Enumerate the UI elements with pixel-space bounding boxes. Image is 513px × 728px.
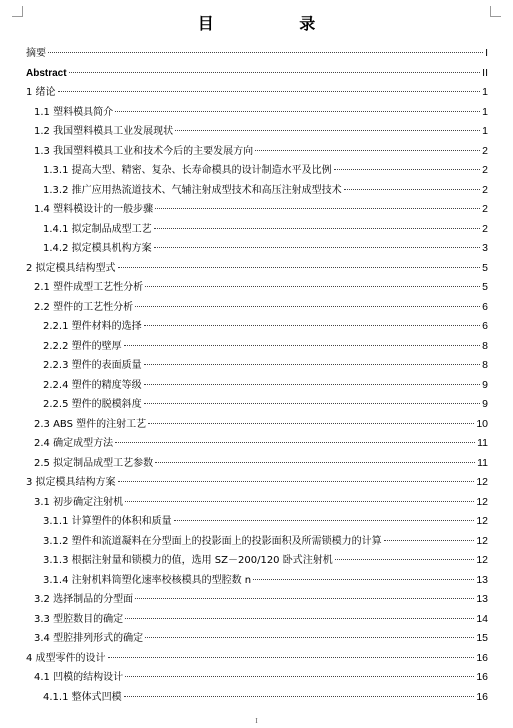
toc-entry-label: 1.3.1 提高大型、精密、复杂、长寿命模具的设计制造水平及比例: [43, 165, 332, 176]
toc-entry-page-number: 2: [482, 183, 488, 196]
toc-entry-label: 3.1 初步确定注射机: [34, 496, 124, 508]
toc-leader-dots: [48, 52, 483, 53]
table-of-contents: [26, 44, 488, 707]
toc-leader-dots: [125, 618, 474, 619]
toc-entry[interactable]: [26, 590, 488, 610]
toc-entry-page-number: 2: [482, 222, 488, 235]
toc-entry-page-number: 10: [476, 417, 488, 430]
toc-entry[interactable]: [26, 200, 488, 220]
toc-leader-dots: [145, 637, 474, 638]
toc-entry-page-number: 2: [482, 164, 488, 176]
toc-leader-dots: [154, 247, 481, 248]
toc-leader-dots: [148, 423, 474, 424]
toc-leader-dots: [144, 384, 481, 385]
toc-entry[interactable]: [26, 649, 488, 669]
toc-entry-label: Abstract: [26, 67, 67, 79]
toc-entry-label: 2.2.1 塑件材料的选择: [43, 321, 142, 332]
toc-leader-dots: [118, 267, 481, 268]
toc-leader-dots: [115, 442, 475, 443]
toc-entry[interactable]: [26, 668, 488, 688]
toc-entry-label: 3.1.3 根据注射量和锁模力的值，选用 SZ－200/120 卧式注射机: [43, 555, 333, 566]
toc-entry[interactable]: [26, 83, 488, 103]
toc-entry[interactable]: [26, 103, 488, 123]
toc-leader-dots: [335, 559, 475, 560]
toc-entry[interactable]: [26, 434, 488, 454]
toc-entry[interactable]: [26, 629, 488, 649]
toc-entry-page-number: 8: [482, 359, 488, 371]
toc-entry-label: 4.1.1 整体式凹模: [43, 691, 122, 703]
toc-entry[interactable]: [26, 610, 488, 630]
toc-entry-label: 1.4 塑料模设计的一般步骤: [34, 204, 154, 215]
toc-leader-dots: [69, 72, 481, 73]
toc-entry[interactable]: [26, 415, 488, 435]
toc-entry[interactable]: [26, 356, 488, 376]
toc-entry-page-number: 12: [476, 554, 488, 566]
toc-entry-label: 1.3.2 推广应用热流道技术、气辅注射成型技术和高压注射成型技术: [43, 184, 342, 196]
toc-entry[interactable]: [26, 220, 488, 240]
toc-entry-page-number: 14: [476, 612, 488, 625]
toc-entry-label: 2.5 拟定制品成型工艺参数: [34, 457, 154, 469]
toc-entry[interactable]: [26, 551, 488, 571]
toc-entry-page-number: 13: [476, 593, 488, 605]
toc-entry-page-number: 16: [476, 671, 488, 683]
toc-leader-dots: [334, 169, 481, 170]
toc-entry[interactable]: [26, 337, 488, 357]
toc-entry-label: 2.2.3 塑件的表面质量: [43, 360, 142, 371]
toc-entry-label: 2.4 确定成型方法: [34, 438, 114, 449]
toc-leader-dots: [135, 306, 480, 307]
toc-entry-page-number: 9: [482, 398, 488, 410]
toc-entry-page-number: 8: [482, 339, 488, 352]
toc-entry-label: 1 绪论: [26, 87, 56, 98]
toc-entry-page-number: 2: [482, 203, 488, 215]
toc-entry-page-number: 6: [482, 320, 488, 332]
toc-entry[interactable]: [26, 493, 488, 513]
toc-entry-page-number: 12: [476, 515, 488, 527]
toc-entry-label: 1.4.1 拟定制品成型工艺: [43, 223, 152, 235]
toc-entry-label: 摘要: [26, 48, 46, 59]
toc-entry-label: 2.2.4 塑件的精度等级: [43, 379, 142, 391]
toc-leader-dots: [155, 208, 480, 209]
toc-entry-page-number: 12: [476, 476, 488, 488]
toc-entry-page-number: 9: [482, 378, 488, 391]
toc-leader-dots: [155, 462, 475, 463]
toc-leader-dots: [135, 598, 474, 599]
toc-leader-dots: [118, 481, 475, 482]
toc-entry-label: 4 成型零件的设计: [26, 652, 106, 664]
toc-leader-dots: [115, 111, 480, 112]
toc-entry-label: 1.4.2 拟定模具机构方案: [43, 243, 152, 254]
toc-entry[interactable]: [26, 298, 488, 318]
page-number-footer: I: [255, 717, 258, 725]
toc-entry-label: 2.2.5 塑件的脱模斜度: [43, 399, 142, 410]
toc-entry-label: 3.2 选择制品的分型面: [34, 594, 134, 605]
toc-leader-dots: [125, 501, 474, 502]
toc-entry-page-number: 12: [476, 534, 488, 547]
toc-entry-page-number: 3: [482, 242, 488, 254]
toc-leader-dots: [144, 364, 481, 365]
toc-entry-page-number: 16: [476, 690, 488, 703]
toc-entry-label: 2.2.2 塑件的壁厚: [43, 340, 122, 352]
toc-leader-dots: [108, 657, 475, 658]
toc-entry-page-number: 1: [482, 86, 488, 98]
toc-entry[interactable]: [26, 278, 488, 298]
toc-entry[interactable]: [26, 122, 488, 142]
toc-entry-page-number: I: [485, 47, 488, 59]
toc-entry[interactable]: [26, 512, 488, 532]
toc-entry-label: 2.3 ABS 塑件的注射工艺: [34, 418, 147, 430]
page-title: 目 录: [197, 14, 356, 33]
toc-leader-dots: [144, 325, 481, 326]
toc-entry-page-number: 11: [477, 456, 488, 469]
toc-entry[interactable]: [26, 473, 488, 493]
toc-entry-label: 2.1 塑件成型工艺性分析: [34, 282, 144, 293]
toc-leader-dots: [174, 520, 475, 521]
toc-leader-dots: [145, 286, 480, 287]
toc-leader-dots: [154, 228, 481, 229]
toc-leader-dots: [58, 91, 481, 92]
toc-leader-dots: [175, 130, 480, 131]
toc-entry-label: 3.1.1 计算塑件的体积和质量: [43, 516, 172, 527]
toc-entry[interactable]: [26, 181, 488, 201]
toc-entry-page-number: 5: [482, 261, 488, 274]
toc-entry-label: 2 拟定模具结构型式: [26, 262, 116, 274]
toc-entry-label: 3.1.2 塑件和流道凝料在分型面上的投影面上的投影面积及所需锁模力的计算: [43, 535, 382, 547]
toc-entry-label: 1.2 我国塑料模具工业发展现状: [34, 126, 174, 137]
toc-leader-dots: [255, 150, 480, 151]
toc-leader-dots: [144, 403, 481, 404]
toc-leader-dots: [384, 540, 475, 541]
toc-entry-page-number: 11: [477, 437, 488, 449]
toc-entry-page-number: 5: [482, 281, 488, 293]
toc-entry-page-number: II: [482, 66, 488, 79]
toc-entry-page-number: 13: [476, 573, 488, 586]
toc-entry[interactable]: [26, 64, 488, 84]
toc-leader-dots: [124, 345, 481, 346]
toc-entry-page-number: 1: [482, 105, 488, 118]
toc-entry[interactable]: [26, 532, 488, 552]
toc-entry-page-number: 12: [476, 495, 488, 508]
toc-entry[interactable]: [26, 44, 488, 64]
toc-leader-dots: [344, 189, 481, 190]
toc-entry-label: 3 拟定模具结构方案: [26, 477, 116, 488]
toc-entry[interactable]: [26, 239, 488, 259]
toc-entry[interactable]: [26, 395, 488, 415]
toc-entry-page-number: 2: [482, 144, 488, 157]
toc-leader-dots: [125, 676, 474, 677]
toc-entry-label: 1.1 塑料模具简介: [34, 106, 114, 118]
toc-entry[interactable]: [26, 259, 488, 279]
toc-entry[interactable]: [26, 454, 488, 474]
toc-entry[interactable]: [26, 161, 488, 181]
toc-entry-label: 3.4 型腔排列形式的确定: [34, 633, 144, 644]
toc-entry[interactable]: [26, 317, 488, 337]
toc-entry-page-number: 16: [476, 651, 488, 664]
toc-entry-label: 1.3 我国塑料模具工业和技术今后的主要发展方向: [34, 145, 254, 157]
toc-entry-label: 3.3 型腔数目的确定: [34, 613, 124, 625]
toc-entry-page-number: 15: [476, 632, 488, 644]
toc-leader-dots: [253, 579, 474, 580]
toc-entry-label: 4.1 凹模的结构设计: [34, 672, 124, 683]
toc-entry-label: 3.1.4 注射机料筒塑化速率校核模具的型腔数 n: [43, 574, 252, 586]
toc-entry[interactable]: [26, 142, 488, 162]
toc-entry[interactable]: [26, 571, 488, 591]
toc-entry[interactable]: [26, 688, 488, 708]
toc-leader-dots: [124, 696, 475, 697]
toc-entry-label: 2.2 塑件的工艺性分析: [34, 301, 134, 313]
toc-entry-page-number: 1: [482, 125, 488, 137]
toc-entry-page-number: 6: [482, 300, 488, 313]
toc-entry[interactable]: [26, 376, 488, 396]
